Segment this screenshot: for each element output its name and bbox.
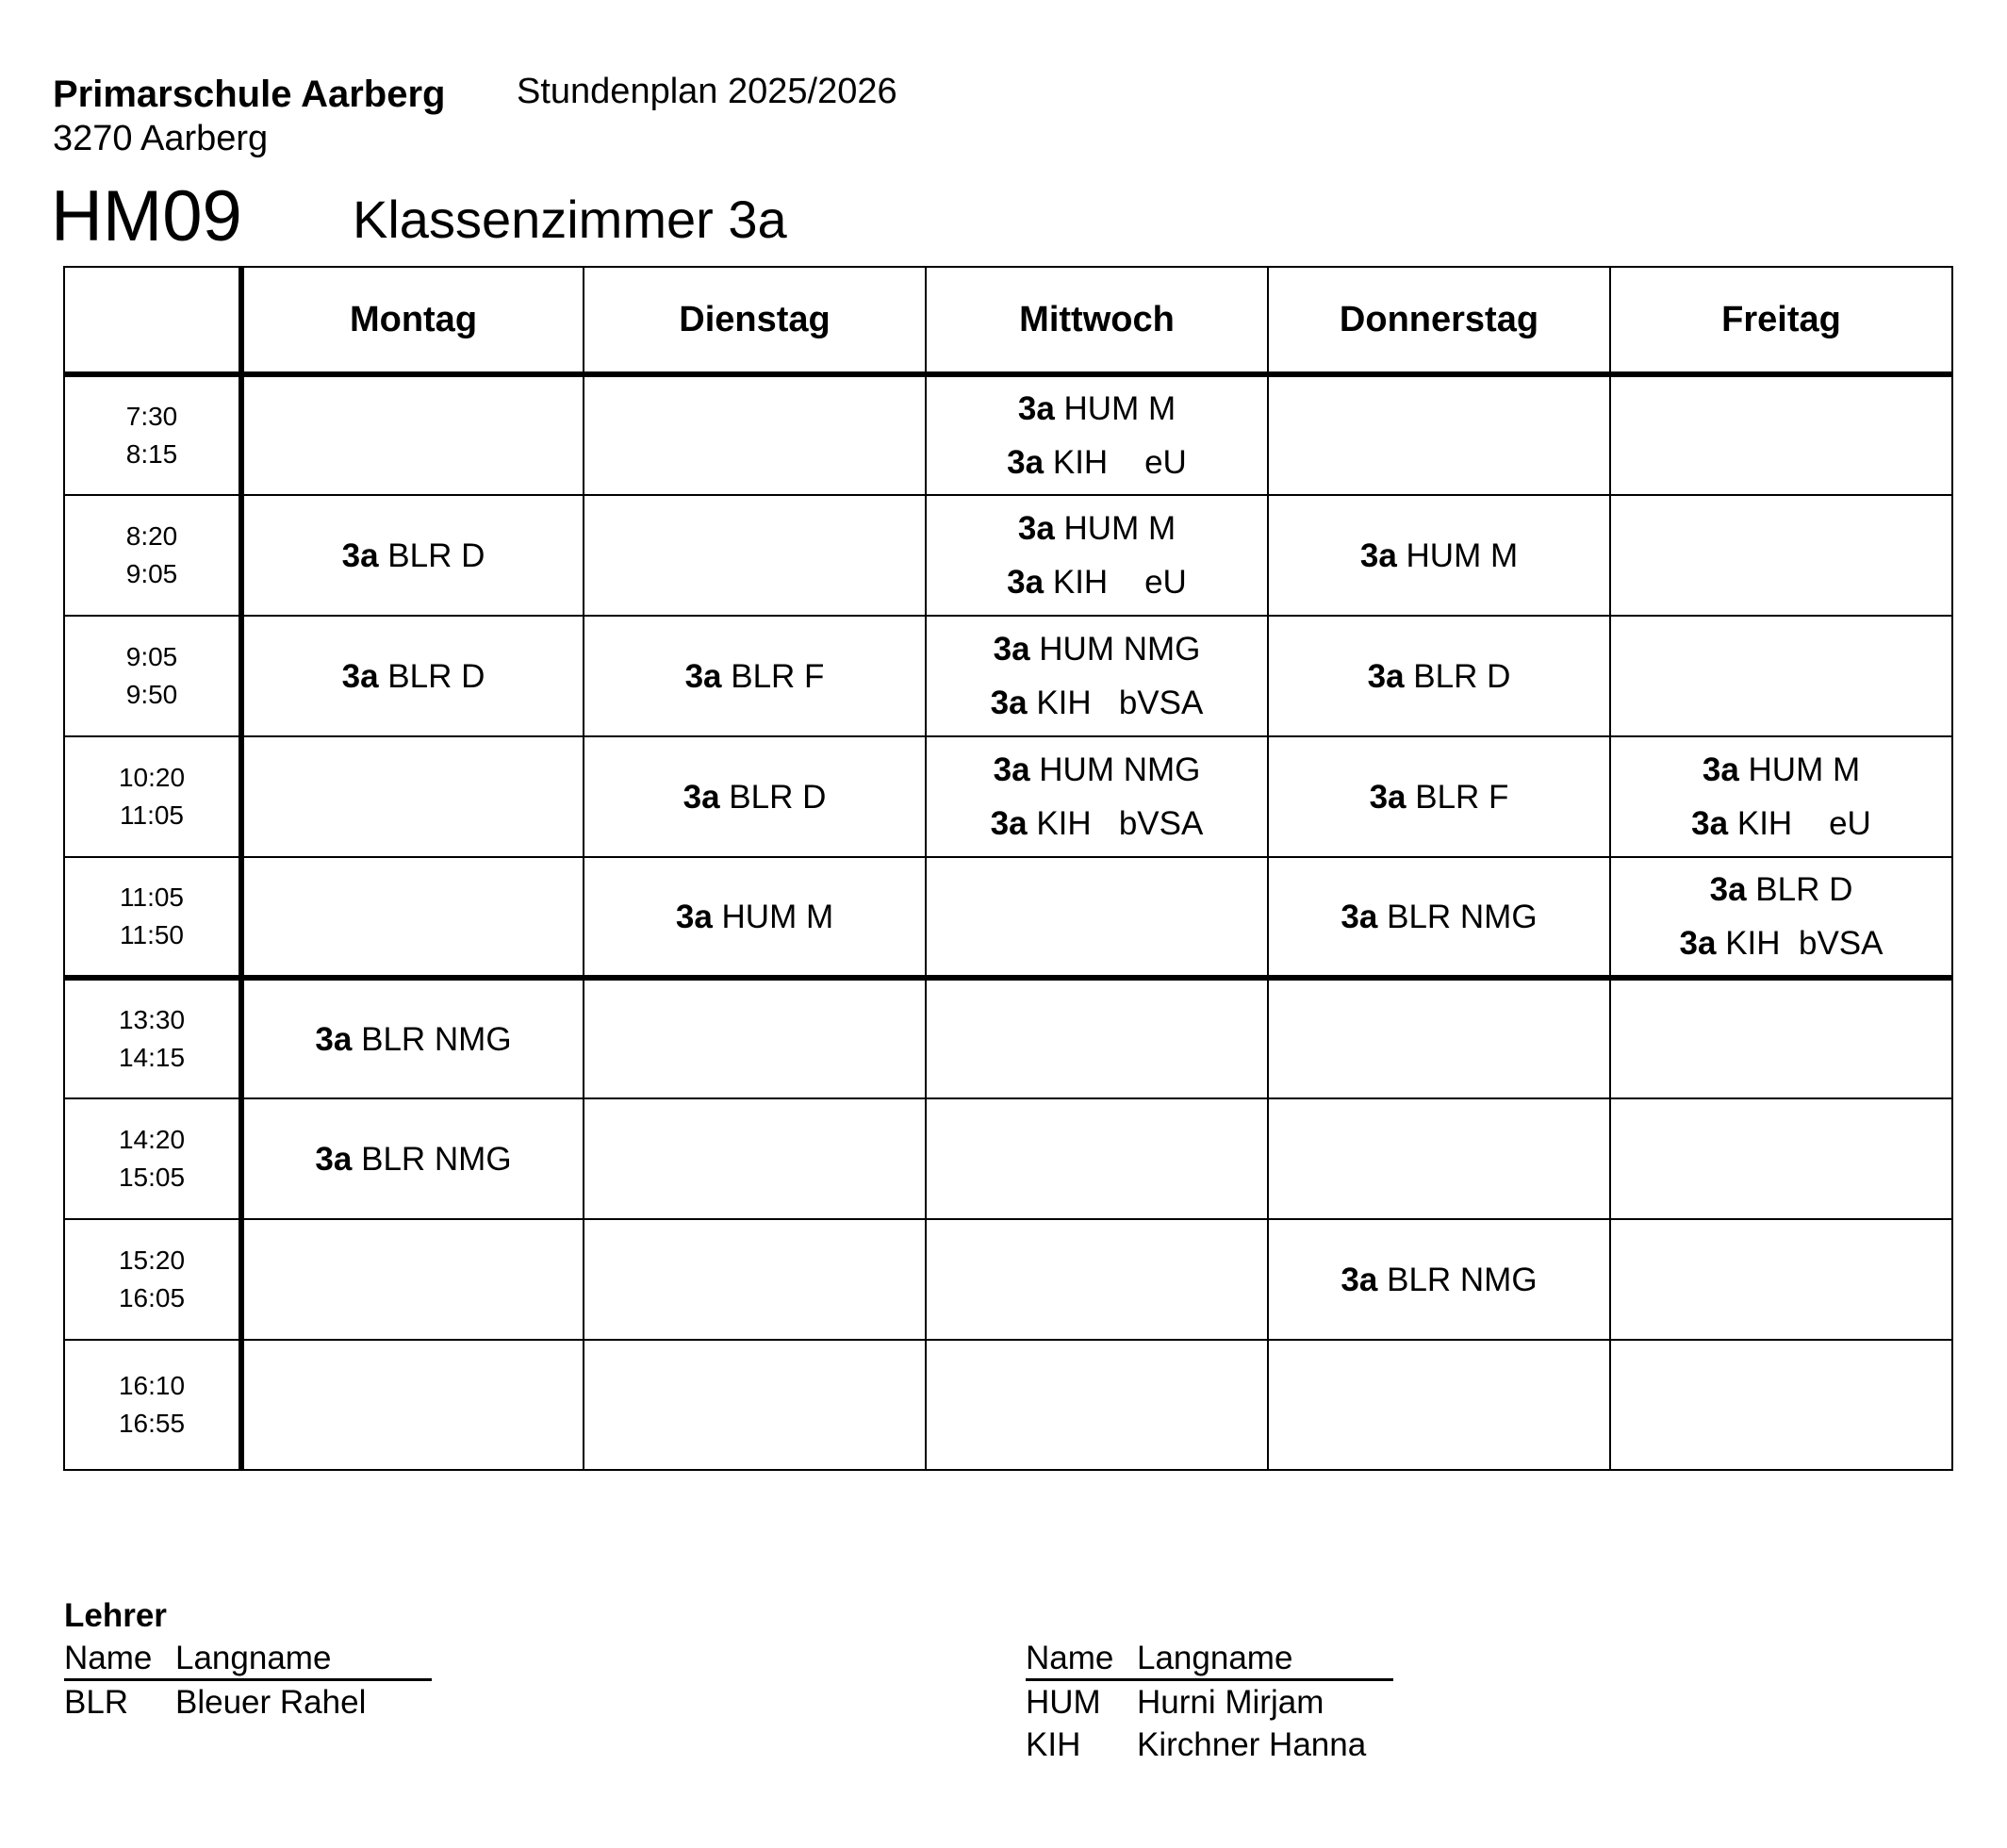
lesson-class: 3a	[1017, 390, 1055, 427]
timetable-row	[64, 857, 1952, 978]
lesson-details: KIH eU	[1052, 444, 1187, 481]
timetable-corner-cell	[64, 267, 241, 374]
lesson-details: BLR NMG	[361, 1140, 512, 1178]
lesson-cell-donnerstag	[1268, 1340, 1610, 1470]
lesson-cell-dienstag	[584, 857, 926, 978]
lesson-details: HUM M	[1748, 751, 1861, 788]
lesson-class: 3a	[683, 778, 720, 816]
teacher-abbr: HUM	[1026, 1684, 1101, 1721]
time-start: 9:05	[125, 642, 178, 671]
lesson-cell-montag	[241, 1340, 584, 1470]
lesson-class: 3a	[1702, 751, 1739, 788]
teacher-abbr: KIH	[1026, 1726, 1081, 1763]
lesson-details: BLR D	[729, 778, 827, 816]
time-end: 16:55	[118, 1409, 186, 1438]
time-start: 13:30	[118, 1005, 186, 1034]
legend-header	[1026, 1639, 1393, 1681]
lesson-class: 3a	[341, 657, 379, 695]
lesson-cell-freitag	[1610, 1098, 1952, 1219]
lesson-cell-dienstag	[584, 736, 926, 857]
time-slot-cell	[64, 495, 241, 616]
lesson-entry	[1269, 650, 1609, 703]
time-end: 16:05	[118, 1283, 186, 1312]
lesson-cell-montag	[241, 1219, 584, 1340]
lesson-cell-montag	[241, 495, 584, 616]
time-start: 16:10	[118, 1371, 186, 1400]
lesson-cell-montag	[241, 736, 584, 857]
timetable-row	[64, 978, 1952, 1098]
day-header-mittwoch: Mittwoch	[926, 267, 1268, 374]
lesson-cell-mittwoch	[926, 736, 1268, 857]
time-slot-cell	[64, 1340, 241, 1470]
lesson-cell-freitag	[1610, 616, 1952, 736]
lesson-cell-montag	[241, 1098, 584, 1219]
lesson-class: 3a	[1017, 510, 1055, 547]
lesson-cell-freitag	[1610, 857, 1952, 978]
lesson-class: 3a	[1341, 898, 1378, 935]
lesson-entry	[927, 743, 1267, 797]
lesson-class: 3a	[993, 751, 1030, 788]
lesson-entry	[584, 650, 925, 703]
day-header-montag: Montag	[241, 267, 584, 374]
lesson-cell-freitag	[1610, 736, 1952, 857]
lesson-cell-mittwoch	[926, 495, 1268, 616]
lesson-cell-donnerstag	[1268, 495, 1610, 616]
timetable-body	[64, 374, 1952, 1470]
time-slot-cell	[64, 736, 241, 857]
lesson-details: BLR D	[387, 657, 485, 695]
lesson-cell-dienstag	[584, 1219, 926, 1340]
time-start: 11:05	[120, 883, 184, 912]
lesson-details: BLR NMG	[1387, 898, 1538, 935]
day-header-dienstag: Dienstag	[584, 267, 926, 374]
time-start: 14:20	[118, 1125, 186, 1154]
timetable-row	[64, 1098, 1952, 1219]
lesson-entry	[1611, 797, 1951, 850]
lesson-entry	[1611, 863, 1951, 916]
time-end: 14:15	[118, 1043, 186, 1072]
time-slot-cell	[64, 1219, 241, 1340]
lesson-entry	[927, 502, 1267, 555]
day-header-freitag: Freitag	[1610, 267, 1952, 374]
legend-header-name: Langname	[175, 1640, 332, 1676]
lesson-class: 3a	[1691, 805, 1729, 842]
legend-header-name: Langname	[1137, 1640, 1293, 1676]
lesson-cell-mittwoch	[926, 978, 1268, 1098]
lesson-cell-donnerstag	[1268, 978, 1610, 1098]
lesson-class: 3a	[341, 536, 379, 574]
lesson-entry	[1269, 1253, 1609, 1307]
lesson-cell-donnerstag	[1268, 736, 1610, 857]
timetable	[63, 266, 1953, 1471]
legend-heading: Lehrer	[64, 1597, 167, 1634]
legend-column-1	[64, 1639, 432, 1724]
time-start: 8:20	[125, 521, 178, 551]
teacher-name: Hurni Mirjam	[1137, 1684, 1324, 1721]
time-end: 9:05	[125, 559, 178, 588]
lesson-entry	[244, 529, 583, 583]
lesson-entry	[1269, 770, 1609, 824]
teacher-name: Kirchner Hanna	[1137, 1726, 1367, 1763]
lesson-class: 3a	[1709, 871, 1747, 908]
timetable-row	[64, 374, 1952, 495]
lesson-cell-dienstag	[584, 1340, 926, 1470]
lesson-details: KIH eU	[1052, 564, 1187, 601]
legend-header-abbr: Name	[1026, 1640, 1114, 1676]
lesson-details: BLR NMG	[361, 1020, 512, 1058]
lesson-class: 3a	[1341, 1261, 1378, 1298]
legend-entry	[64, 1681, 432, 1724]
lesson-entry	[244, 650, 583, 703]
lesson-entry	[244, 1013, 583, 1066]
legend-header-abbr: Name	[64, 1640, 153, 1676]
lesson-details: BLR D	[1413, 657, 1511, 695]
lesson-class: 3a	[990, 805, 1028, 842]
lesson-entry	[1269, 890, 1609, 944]
lesson-entry	[584, 890, 925, 944]
lesson-cell-montag	[241, 857, 584, 978]
lesson-entry	[927, 555, 1267, 609]
lesson-cell-freitag	[1610, 978, 1952, 1098]
time-slot-cell	[64, 1098, 241, 1219]
timetable-row	[64, 1340, 1952, 1470]
timetable-header-row	[64, 267, 1952, 374]
lesson-class: 3a	[1007, 564, 1045, 601]
lesson-class: 3a	[315, 1020, 353, 1058]
lesson-cell-mittwoch	[926, 1340, 1268, 1470]
lesson-cell-montag	[241, 978, 584, 1098]
lesson-cell-montag	[241, 616, 584, 736]
lesson-class: 3a	[684, 657, 722, 695]
lesson-entry	[584, 770, 925, 824]
lesson-details: KIH bVSA	[1725, 925, 1884, 962]
lesson-entry	[927, 676, 1267, 730]
lesson-entry	[1611, 743, 1951, 797]
lesson-entry	[927, 797, 1267, 850]
lesson-cell-freitag	[1610, 495, 1952, 616]
lesson-cell-dienstag	[584, 616, 926, 736]
lesson-cell-mittwoch	[926, 857, 1268, 978]
lesson-details: BLR F	[1415, 778, 1509, 816]
lesson-entry	[244, 1132, 583, 1186]
lesson-cell-freitag	[1610, 374, 1952, 495]
time-end: 9:50	[125, 680, 178, 709]
lesson-cell-dienstag	[584, 495, 926, 616]
lesson-details: HUM M	[1063, 390, 1176, 427]
lesson-entry	[1269, 529, 1609, 583]
timetable-row	[64, 616, 1952, 736]
lesson-class: 3a	[1367, 657, 1405, 695]
teacher-name: Bleuer Rahel	[175, 1684, 367, 1721]
lesson-class: 3a	[990, 685, 1028, 721]
time-end: 15:05	[118, 1163, 186, 1192]
lesson-cell-montag	[241, 374, 584, 495]
legend-header	[64, 1639, 432, 1681]
legend-entry	[1026, 1681, 1393, 1724]
lesson-cell-freitag	[1610, 1340, 1952, 1470]
lesson-class: 3a	[1369, 778, 1407, 816]
lesson-cell-dienstag	[584, 1098, 926, 1219]
lesson-details: HUM NMG	[1039, 751, 1201, 788]
lesson-cell-mittwoch	[926, 616, 1268, 736]
lesson-details: HUM NMG	[1039, 631, 1201, 668]
lesson-class: 3a	[1359, 536, 1397, 574]
time-slot-cell	[64, 978, 241, 1098]
lesson-cell-dienstag	[584, 374, 926, 495]
lesson-cell-freitag	[1610, 1219, 1952, 1340]
lesson-cell-donnerstag	[1268, 857, 1610, 978]
lesson-class: 3a	[315, 1140, 353, 1178]
lesson-details: HUM M	[1406, 536, 1519, 574]
lesson-class: 3a	[1007, 444, 1045, 481]
lesson-cell-dienstag	[584, 978, 926, 1098]
legend-column-2	[1026, 1639, 1393, 1766]
time-start: 15:20	[118, 1246, 186, 1275]
lesson-details: KIH bVSA	[1036, 805, 1204, 842]
room-code: HM09	[51, 176, 242, 256]
day-header-donnerstag: Donnerstag	[1268, 267, 1610, 374]
lesson-details: KIH bVSA	[1036, 685, 1204, 721]
lesson-cell-mittwoch	[926, 374, 1268, 495]
legend-entry	[1026, 1724, 1393, 1766]
lesson-cell-mittwoch	[926, 1219, 1268, 1340]
plan-title: Stundenplan 2025/2026	[517, 72, 897, 111]
lesson-cell-donnerstag	[1268, 1219, 1610, 1340]
time-slot-cell	[64, 616, 241, 736]
room-name: Klassenzimmer 3a	[353, 190, 787, 249]
lesson-details: HUM M	[1063, 510, 1176, 547]
time-end: 11:50	[120, 920, 184, 949]
timetable-row	[64, 495, 1952, 616]
school-city: 3270 Aarberg	[53, 119, 269, 158]
lesson-details: BLR D	[387, 536, 485, 574]
lesson-cell-donnerstag	[1268, 374, 1610, 495]
lesson-details: BLR D	[1755, 871, 1853, 908]
timetable-row	[64, 736, 1952, 857]
lesson-details: KIH eU	[1736, 805, 1871, 842]
school-name: Primarschule Aarberg	[53, 74, 446, 115]
lesson-details: BLR NMG	[1387, 1261, 1538, 1298]
time-end: 11:05	[120, 800, 184, 830]
lesson-details: BLR F	[731, 657, 825, 695]
lesson-class: 3a	[675, 898, 713, 935]
lesson-entry	[927, 622, 1267, 676]
time-slot-cell	[64, 374, 241, 495]
lesson-cell-donnerstag	[1268, 616, 1610, 736]
teacher-abbr: BLR	[64, 1684, 129, 1721]
lesson-entry	[1611, 916, 1951, 970]
lesson-cell-donnerstag	[1268, 1098, 1610, 1219]
lesson-entry	[927, 436, 1267, 489]
lesson-class: 3a	[993, 631, 1030, 668]
lesson-class: 3a	[1679, 925, 1717, 962]
time-start: 7:30	[125, 402, 178, 431]
timetable-row	[64, 1219, 1952, 1340]
time-start: 10:20	[118, 763, 186, 792]
time-slot-cell	[64, 857, 241, 978]
lesson-details: HUM M	[721, 898, 834, 935]
time-end: 8:15	[125, 439, 178, 469]
lesson-cell-mittwoch	[926, 1098, 1268, 1219]
lesson-entry	[927, 382, 1267, 436]
